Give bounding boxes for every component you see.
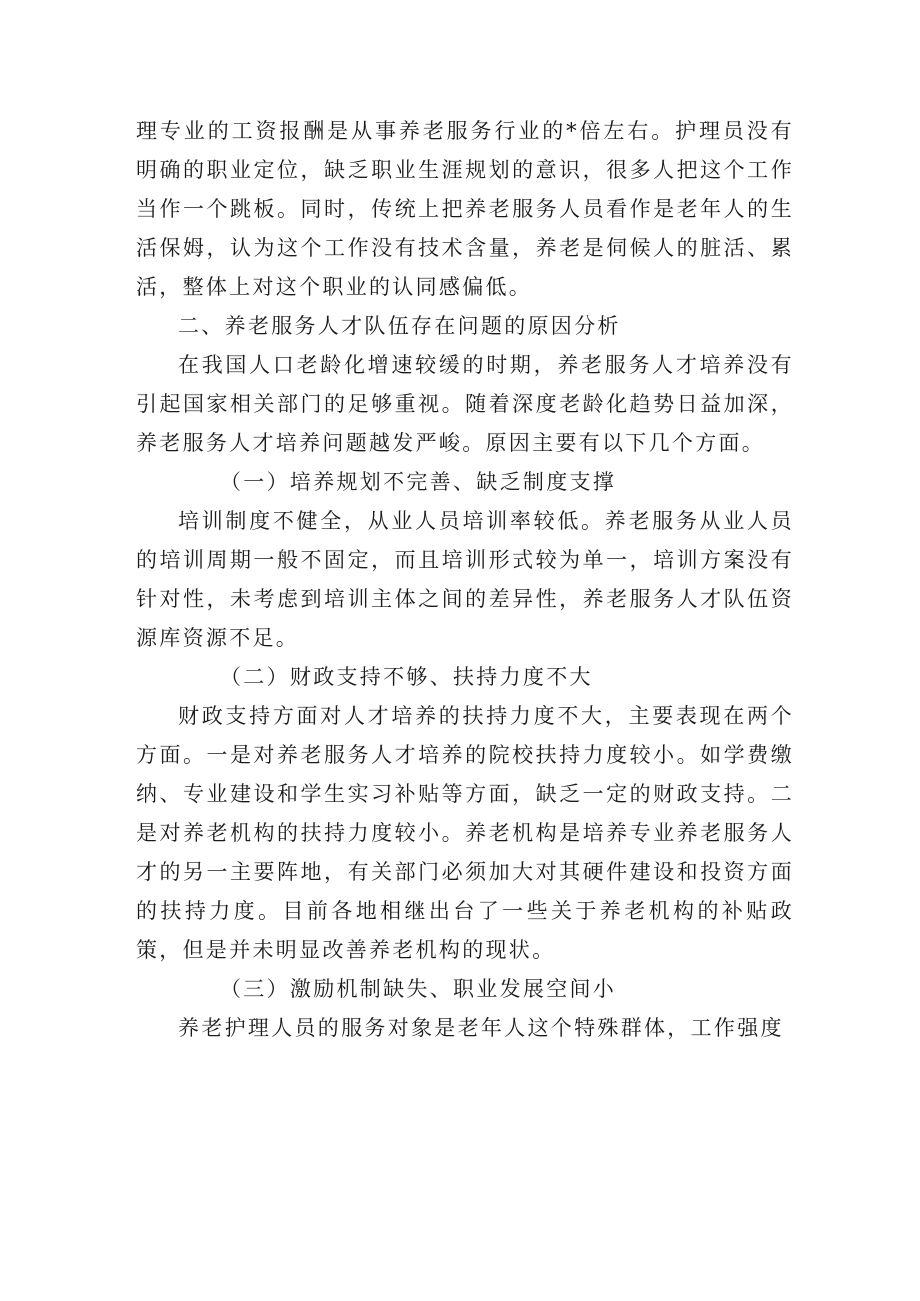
paragraph-continuation: 理专业的工资报酬是从事养老服务行业的*倍左右。护理员没有明确的职业定位，缺乏职业生涯规划的意识，很多人把这个工作当作一个跳板。同时，传统上把养老服务人员看作是老年人的生活保姆，认为这个工作没有技术含量，养老是伺候人的脏活、累活，整体上对这个职业的认同感偏低。 xyxy=(136,119,794,299)
paragraph-incentive: 养老护理人员的服务对象是老年人这个特殊群体，工作强度 xyxy=(178,1016,784,1040)
paragraph-finance: 财政支持方面对人才培养的扶持力度不大，主要表现在两个方面。一是对养老服务人才培养的院校扶持力度较小。如学费缴纳、专业建设和学生实习补贴等方面，缺乏一定的财政支持。二是对养老机构的扶持力度较小。养老机构是培养专业养老服务人才的另一主要阵地，有关部门必须加大对其硬件建设和投资方面的扶持力度。目前各地相继出台了一些关于养老机构的补贴政策，但是并未明显改善养老机构的现状。 xyxy=(136,704,794,962)
paragraph-intro: 在我国人口老龄化增速较缓的时期，养老服务人才培养没有引起国家相关部门的足够重视。随着深度老龄化趋势日益加深，养老服务人才培养问题越发严峻。原因主要有以下几个方面。 xyxy=(136,353,794,455)
subsection-heading-3: （三）激励机制缺失、职业发展空间小 xyxy=(220,977,617,1001)
subsection-heading-2: （二）财政支持不够、扶持力度不大 xyxy=(220,665,593,689)
section-heading-2: 二、养老服务人才队伍存在问题的原因分析 xyxy=(178,314,621,338)
subsection-heading-1: （一）培养规划不完善、缺乏制度支撑 xyxy=(220,470,617,494)
document-body xyxy=(136,112,794,1048)
paragraph-training: 培训制度不健全，从业人员培训率较低。养老服务从业人员的培训周期一般不固定，而且培训形式较为单一，培训方案没有针对性，未考虑到培训主体之间的差异性，养老服务人才队伍资源库资源不足。 xyxy=(136,509,794,650)
